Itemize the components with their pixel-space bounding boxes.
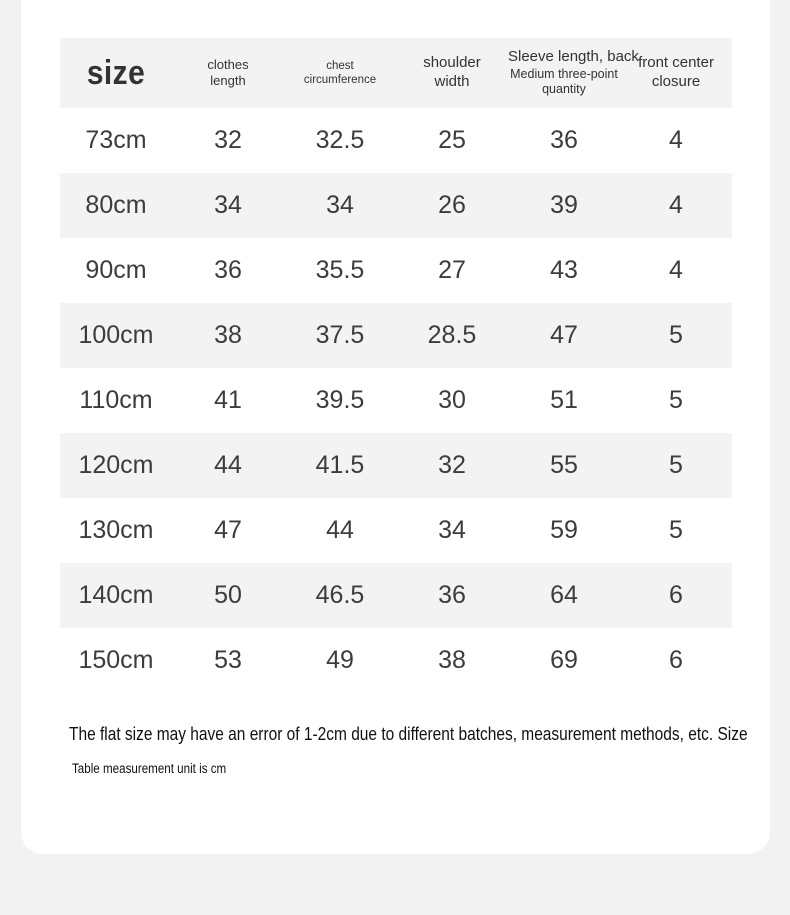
measurement-error-note: The flat size may have an error of 1-2cm due to different batches, measurement methods, etc. Size bbox=[69, 724, 748, 744]
cell-closure: 4 bbox=[669, 191, 683, 219]
cell-closure: 5 bbox=[669, 451, 683, 479]
cell-chest: 49 bbox=[326, 646, 354, 674]
cell-chest: 35.5 bbox=[315, 256, 365, 284]
cell-size: 73cm bbox=[85, 126, 147, 154]
cell-shoulder: 30 bbox=[438, 386, 466, 414]
header-front-center-closure bbox=[620, 54, 732, 92]
cell-sleeve: 51 bbox=[550, 386, 578, 414]
cell-sleeve: 69 bbox=[550, 646, 578, 674]
header-chest-line1: chest bbox=[326, 59, 354, 72]
table-row bbox=[60, 433, 732, 498]
header-clothes-length-line2: length bbox=[210, 73, 246, 88]
cell-chest: 34 bbox=[326, 191, 354, 219]
cell-length: 34 bbox=[214, 191, 242, 219]
table-header-row bbox=[60, 38, 732, 108]
cell-sleeve: 59 bbox=[550, 516, 578, 544]
cell-sleeve: 39 bbox=[550, 191, 578, 219]
cell-chest: 44 bbox=[326, 516, 354, 544]
cell-sleeve: 55 bbox=[550, 451, 578, 479]
cell-length: 41 bbox=[214, 386, 242, 414]
header-clothes-length-line1: clothes bbox=[207, 56, 249, 72]
cell-shoulder: 34 bbox=[438, 516, 466, 544]
cell-chest: 32.5 bbox=[315, 126, 365, 154]
cell-length: 44 bbox=[214, 451, 242, 479]
table-row bbox=[60, 628, 732, 693]
cell-size: 80cm bbox=[85, 191, 147, 219]
cell-size: 110cm bbox=[79, 386, 153, 414]
table-row bbox=[60, 303, 732, 368]
header-size: size bbox=[86, 53, 146, 92]
cell-length: 47 bbox=[214, 516, 242, 544]
cell-sleeve: 64 bbox=[550, 581, 578, 609]
header-shoulder-line1: shoulder bbox=[423, 54, 481, 72]
table-row bbox=[60, 563, 732, 628]
table-row bbox=[60, 108, 732, 173]
header-chest-line2: circumference bbox=[303, 74, 377, 86]
cell-length: 38 bbox=[214, 321, 242, 349]
header-chest-circumference bbox=[284, 59, 396, 88]
cell-closure: 4 bbox=[669, 126, 683, 154]
measurement-unit-note: Table measurement unit is cm bbox=[72, 761, 227, 776]
cell-size: 90cm bbox=[85, 256, 147, 284]
table-row bbox=[60, 238, 732, 303]
cell-length: 50 bbox=[214, 581, 242, 609]
cell-length: 32 bbox=[214, 126, 242, 154]
cell-shoulder: 36 bbox=[438, 581, 466, 609]
cell-shoulder: 25 bbox=[438, 126, 466, 154]
cell-closure: 6 bbox=[669, 581, 683, 609]
cell-shoulder: 28.5 bbox=[427, 321, 477, 349]
cell-shoulder: 38 bbox=[438, 646, 466, 674]
cell-closure: 6 bbox=[669, 646, 683, 674]
header-sleeve-line2: Medium three-point bbox=[510, 66, 618, 81]
header-clothes-length bbox=[172, 57, 284, 90]
cell-closure: 5 bbox=[669, 516, 683, 544]
cell-closure: 4 bbox=[669, 256, 683, 284]
cell-size: 120cm bbox=[78, 451, 154, 479]
cell-sleeve: 43 bbox=[550, 256, 578, 284]
table-row bbox=[60, 498, 732, 563]
cell-size: 140cm bbox=[78, 581, 154, 609]
cell-size: 150cm bbox=[78, 646, 154, 674]
size-table bbox=[60, 38, 732, 693]
cell-size: 130cm bbox=[78, 516, 154, 544]
cell-size: 100cm bbox=[78, 321, 154, 349]
header-shoulder-width bbox=[396, 54, 508, 92]
cell-shoulder: 26 bbox=[438, 191, 466, 219]
cell-length: 53 bbox=[214, 646, 242, 674]
cell-chest: 39.5 bbox=[315, 386, 365, 414]
header-shoulder-line2: width bbox=[434, 73, 470, 90]
cell-closure: 5 bbox=[669, 321, 683, 349]
cell-closure: 5 bbox=[669, 386, 683, 414]
header-closure-line1: front center bbox=[638, 54, 714, 72]
header-sleeve-line1: Sleeve length, back bbox=[508, 48, 639, 65]
cell-shoulder: 27 bbox=[438, 256, 466, 284]
cell-chest: 37.5 bbox=[315, 321, 365, 349]
header-sleeve-length bbox=[508, 48, 639, 98]
cell-sleeve: 47 bbox=[550, 321, 578, 349]
cell-length: 36 bbox=[214, 256, 242, 284]
cell-sleeve: 36 bbox=[550, 126, 578, 154]
cell-chest: 41.5 bbox=[315, 451, 365, 479]
table-row bbox=[60, 173, 732, 238]
cell-shoulder: 32 bbox=[438, 451, 466, 479]
header-sleeve-line3: quantity bbox=[542, 82, 586, 97]
table-row bbox=[60, 368, 732, 433]
header-closure-line2: closure bbox=[651, 73, 701, 90]
cell-chest: 46.5 bbox=[315, 581, 365, 609]
